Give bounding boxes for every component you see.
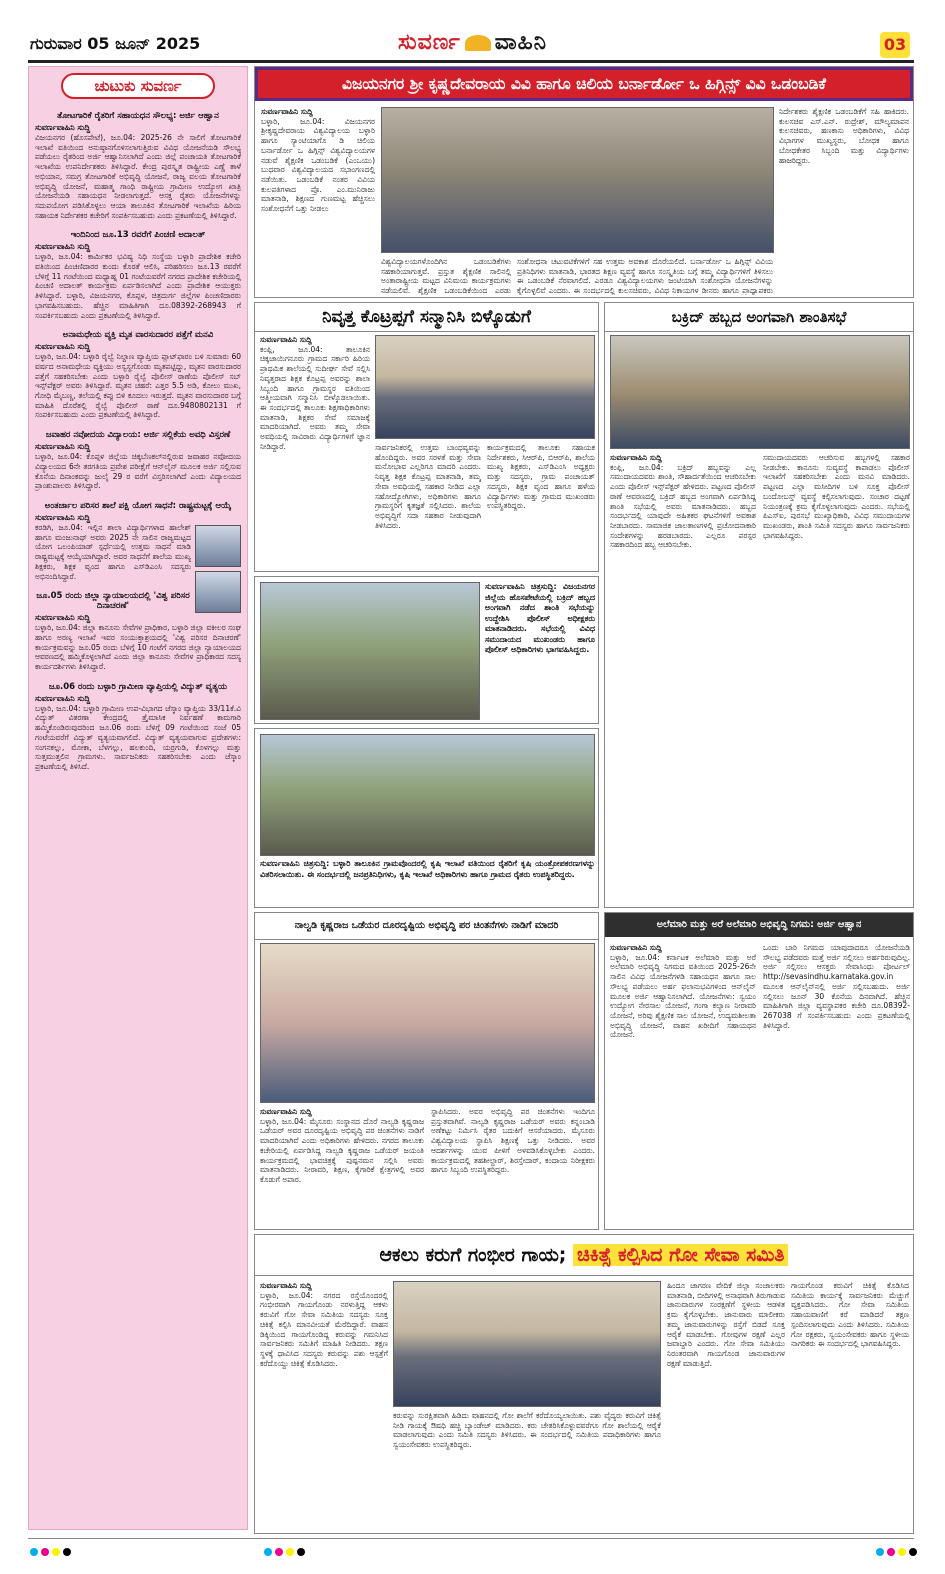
article-nalvadi-col2: ಸ್ಥಾಪಿಸಿದರು. ಅವರ ಅಭಿವೃದ್ಧಿ ಪರ ಚಿಂತನೆಗಳು ಇಂದಿಗೂ ಪ್ರಸ್ತುತವಾಗಿವೆ. ನಾಲ್ವಡಿ ಕೃಷ್ಣರಾಜ ಒಡೆಯರ್ ಅವರು ಕನ್ನಂಬಾಡಿ ಅಣೆಕಟ್ಟು ನಿರ್ಮಿಸಿ ರೈತರ ಬದುಕಿಗೆ ಆಸರೆಯಾದರು. ಮೈಸೂರು ವಿಶ್ವವಿದ್ಯಾಲಯ ಸ್ಥಾಪಿಸಿ ಶಿಕ್ಷಣಕ್ಕೆ ಒತ್ತು ನೀಡಿದರು. ಅವರ ಆದರ್ಶಗಳನ್ನು ಯುವ ಪೀಳಿಗೆ ಅಳವಡಿಸಿಕೊಳ್ಳಬೇಕು ಎಂದರು. ಕಾರ್ಯಕ್ರಮದಲ್ಲಿ ತಹಶೀಲ್ದಾರ್, ಶಿರಸ್ತೇದಾರ್, ಕಂದಾಯ ನಿರೀಕ್ಷಕರು ಹಾಗೂ ಸಿಬ್ಬಂದಿ ಉಪಸ್ಥಿತರಿದ್ದರು. [431, 1107, 595, 1175]
brief-body: ಕರಡಿಗಿ, ಜೂ.04: ಇಲ್ಲಿನ ಶಾಲಾ ವಿದ್ಯಾರ್ಥಿಗಳಾದ ಹಾಲೇಶ್ ಹಾಗೂ ಮಂಜುನಾಥ್ ಅವರು 2025 ನೇ ಸಾಲಿನ ರಾಜ್ಯಮಟ್ಟದ ಯೋಗ ಒಲಂಪಿಯಾಡ್ ಸ್ಪರ್ಧೆಯಲ್ಲಿ ಉತ್ತಮ ಸಾಧನೆ ಮಾಡಿ ರಾಷ್ಟ್ರಮಟ್ಟಕ್ಕೆ ಆಯ್ಕೆಯಾಗಿದ್ದಾರೆ. ಅವರ ಸಾಧನೆಗೆ ಶಾಲೆಯ ಮುಖ್ಯ ಶಿಕ್ಷಕರು, ಶಿಕ್ಷಕ ವೃಂದ ಹಾಗೂ ಎಸ್‌ಡಿಎಂಸಿ ಸದಸ್ಯರು ಅಭಿನಂದಿಸಿದ್ದಾರೆ. [35, 522, 191, 581]
article-mou [254, 66, 914, 298]
brief-item [29, 103, 247, 222]
brief-item [29, 674, 247, 774]
brief-body: ಬಳ್ಳಾರಿ, ಜೂ.04: ಕೊಪ್ಪಳ ಜಿಲ್ಲೆಯ ಚಿಕ್ಕಬೆಣಕಲ್‌ನಲ್ಲಿರುವ ಜವಾಹರ ನವೋದಯ ವಿದ್ಯಾಲಯದ 6ನೇ ತರಗತಿಯ ಪ್ರವೇಶ ಪರೀಕ್ಷೆಗೆ ಆನ್‌ಲೈನ್ ಮೂಲಕ ಅರ್ಜಿ ಸಲ್ಲಿಸುವ ಕೊನೆಯ ದಿನಾಂಕವನ್ನು ಜುಲೈ 29 ರ ವರೆಗೆ ವಿಸ್ತರಿಸಲಾಗಿದೆ ಎಂದು ವಿದ್ಯಾಲಯದ ಪ್ರಾಂಶುಪಾಲರು ತಿಳಿಸಿದ್ದಾರೆ. [35, 452, 241, 491]
article-alemari-col2: ಒಂದು ಬಾರಿ ನಿಗಮದ ಯಾವುದಾದರೂ ಯೋಜನೆಯಡಿ ಸೌಲಭ್ಯ ಪಡೆದವರು ಮತ್ತೆ ಅರ್ಜಿ ಸಲ್ಲಿಸಲು ಅರ್ಹರಿರುವುದಿಲ್ಲ. ಅರ್ಜಿ ಸಲ್ಲಿಸಲು ಆಸಕ್ತರು ಸೇವಾಸಿಂಧು ಪೋರ್ಟಲ್ http://sevasindhu.karnataka.gov.in ಮೂಲಕ ಆನ್‌ಲೈನ್‌ನಲ್ಲಿ ಅರ್ಜಿ ಸಲ್ಲಿಸಬಹುದು. ಅರ್ಜಿ ಸಲ್ಲಿಸಲು ಜೂನ್ 30 ಕೊನೆಯ ದಿನವಾಗಿದೆ. ಹೆಚ್ಚಿನ ಮಾಹಿತಿಗಾಗಿ ಜಿಲ್ಲಾ ವ್ಯವಸ್ಥಾಪಕರ ಕಚೇರಿ ದೂ.08392-267038 ಗೆ ಸಂಪರ್ಕಿಸಬಹುದು ಎಂದು ಪ್ರಕಟಣೆಯಲ್ಲಿ ತಿಳಿಸಿದ್ದಾರೆ. [763, 943, 910, 1030]
headline-retired: ನಿವೃತ್ತ ಕೊಟ್ರಪ್ಪಗೆ ಸನ್ಮಾನಿಸಿ ಬಿಳ್ಕೊಡುಗೆ [255, 303, 598, 332]
article-text: ಬಳ್ಳಾರಿ, ಜೂ.04: ಕರ್ನಾಟಕ ಅಲೆಮಾರಿ ಮತ್ತು ಅರೆ ಅಲೆಮಾರಿ ಅಭಿವೃದ್ಧಿ ನಿಗಮದ ವತಿಯಿಂದ 2025-26ನೇ ಸಾಲಿನ ವಿವಿಧ ಯೋಜನೆಗಳಡಿ ಸಹಾಯಧನ ಹಾಗೂ ಸಾಲ ಸೌಲಭ್ಯ ಪಡೆಯಲು ಅರ್ಹ ಫಲಾನುಭವಿಗಳಿಂದ ಆನ್‌ಲೈನ್ ಮೂಲಕ ಅರ್ಜಿ ಆಹ್ವಾನಿಸಲಾಗಿದೆ. ಯೋಜನೆಗಳು: ಸ್ವಯಂ ಉದ್ಯೋಗ ನೇರಸಾಲ ಯೋಜನೆ, ಗಂಗಾ ಕಲ್ಯಾಣ ನೀರಾವರಿ ಯೋಜನೆ, ಅರಿವು ಶೈಕ್ಷಣಿಕ ಸಾಲ ಯೋಜನೆ, ಉದ್ಯಮಶೀಲತಾ ಅಭಿವೃದ್ಧಿ ಯೋಜನೆ, ವಾಹನ ಖರೀದಿಗೆ ಸಹಾಯಧನ ಯೋಜನೆ. [610, 952, 756, 1040]
article-byline: ಸುವರ್ಣವಾಹಿನಿ ಸುದ್ದಿ [260, 335, 312, 344]
article-mou-col4: ನಿರ್ದೇಶಕರು ಶೈಕ್ಷಣಿಕ ಒಡಂಬಡಿಕೆಗೆ ಸಹಿ ಹಾಕಿದರು. ಕುಲಸಚಿವ ಎಸ್.ಎನ್. ರುದ್ರೇಶ್, ಮೌಲ್ಯಮಾಪನ ಕುಲಸಚಿವರು, ಹಣಕಾಸು ಅಧಿಕಾರಿಗಳು, ವಿವಿಧ ವಿಭಾಗಗಳ ಮುಖ್ಯಸ್ಥರು, ಬೋಧಕ ಹಾಗೂ ಬೋಧಕೇತರ ಸಿಬ್ಬಂದಿ ಮತ್ತು ವಿದ್ಯಾರ್ಥಿಗಳು ಹಾಜರಿದ್ದರು. [779, 107, 909, 165]
magenta-dot-icon [41, 1548, 49, 1556]
article-alemari-col1 [610, 943, 756, 1227]
magenta-dot-icon [887, 1548, 895, 1556]
article-cow-col3: ಹಿಂದೂ ಜಾಗರಣ ವೇದಿಕೆ ಜಿಲ್ಲಾ ಸಂಚಾಲಕರು ಮಾತನಾಡಿ, ಬೀದಿಗಳಲ್ಲಿ ಅನಾಥವಾಗಿ ತಿರುಗಾಡುವ ಜಾನುವಾರುಗಳ ಸಂರಕ್ಷಣೆಗೆ ಸ್ಥಳೀಯ ಆಡಳಿತ ಕ್ರಮ ಕೈಗೊಳ್ಳಬೇಕು. ಜಾನುವಾರು ಮಾಲೀಕರು ತಮ್ಮ ಜಾನುವಾರುಗಳನ್ನು ರಸ್ತೆಗೆ ಬಿಡದೆ ಸೂಕ್ತ ಆರೈಕೆ ಮಾಡಬೇಕು. ಗೋವುಗಳ ರಕ್ಷಣೆ ಎಲ್ಲರ ಜವಾಬ್ದಾರಿ ಎಂದರು. ಗೋ ಸೇವಾ ಸಮಿತಿಯು ನಿರಂತರವಾಗಿ ಗಾಯಗೊಂಡ ಜಾನುವಾರುಗಳ ರಕ್ಷಣೆ ಮಾಡುತ್ತಿದೆ. [667, 1281, 785, 1368]
logo-emblem-icon [465, 35, 491, 51]
article-bakrid [604, 302, 914, 908]
brief-title: ತೋಟಗಾರಿಕೆ ರೈತರಿಗೆ ಸಹಾಯಧನ ಸೌಲಭ್ಯ: ಅರ್ಜಿ ಆಹ್ವಾನ [57, 111, 219, 121]
yellow-dot-icon [286, 1548, 294, 1556]
headline-nalvadi: ನಾಲ್ವಡಿ ಕೃಷ್ಣರಾಜ ಒಡೆಯರ ದೂರದೃಷ್ಟಿಯ ಅಭಿವೃದ್ಧಿ ಪರ ಚಿಂತನೆಗಳು ನಾಡಿಗೆ ಮಾದರಿ [255, 913, 598, 940]
logo-text-vahini: ವಾಹಿನಿ [494, 30, 548, 55]
brief-body: ಬಳ್ಳಾರಿ, ಜೂ.04: ಕಾರ್ಮಿಕರ ಭವಿಷ್ಯ ನಿಧಿ ಸಂಸ್ಥೆಯ ಬಳ್ಳಾರಿ ಪ್ರಾದೇಶಿಕ ಕಚೇರಿ ವತಿಯಿಂದ ಪಿಂಚಣಿದಾರರ ಕುಂದು ಕೊರತೆ ಆಲಿಸಿ, ಪರಿಹರಿಸಲು ಜೂ.13 ರವರೆಗೆ ಬೆಳಿಗ್ಗೆ 11 ಗಂಟೆಯಿಂದ ಮಧ್ಯಾಹ್ನ 01 ಗಂಟೆಯವರೆಗೆ ನಗರದ ಪ್ರಾದೇಶಿಕ ಕಚೇರಿಯಲ್ಲಿ ಪಿಂಚಣಿ ಅದಾಲತ್ ಕಾರ್ಯಕ್ರಮ ಏರ್ಪಡಿಸಲಾಗಿದೆ ಎಂದು ಪ್ರಾದೇಶಿಕ ಆಯುಕ್ತರು ತಿಳಿಸಿದ್ದಾರೆ. ಬಳ್ಳಾರಿ, ವಿಜಯನಗರ, ಕೊಪ್ಪಳ, ಚಿತ್ರದುರ್ಗ ಜಿಲ್ಲೆಗಳ ಪಿಂಚಣಿದಾರರು ಭಾಗವಹಿಸಬಹುದು. ಹೆಚ್ಚಿನ ಮಾಹಿತಿಗಾಗಿ ದೂ.08392-268943 ಗೆ ಸಂಪರ್ಕಿಸಬಹುದು ಎಂದು ಪ್ರಕಟಣೆಯಲ್ಲಿ ತಿಳಿಸಿದ್ದಾರೆ. [35, 252, 241, 320]
article-byline: ಸುವರ್ಣವಾಹಿನಿ ಸುದ್ದಿ [261, 107, 313, 116]
black-dot-icon [63, 1548, 71, 1556]
brief-title: ಅಂತರ್ಜಾಲ ಪರಿಸರ ಶಾಲೆ ಪಕ್ಷಿ ಯೋಗ ಸಾಧನೆ: ರಾಷ್ಟ್ರಮಟ್ಟಕ್ಕೆ ಆಯ್ಕೆ [44, 500, 232, 511]
photo-peace-meeting [610, 335, 910, 449]
footer-divider [28, 1538, 914, 1539]
brief-byline: ಸುವರ್ಣವಾಹಿನಿ ಸುದ್ದಿ [35, 693, 91, 703]
article-text: ಕಂಪ್ಲಿ, ಜೂ.04: ಬಕ್ರಿದ್ ಹಬ್ಬವನ್ನು ಎಲ್ಲ ಸಮುದಾಯದವರು ಶಾಂತಿ, ಸೌಹಾರ್ದತೆಯಿಂದ ಆಚರಿಸಬೇಕು ಎಂದು ಪೊಲೀಸ್ ಇನ್ಸ್‌ಪೆಕ್ಟರ್ ಹೇಳಿದರು. ಪಟ್ಟಣದ ಪೊಲೀಸ್ ಠಾಣೆ ಆವರಣದಲ್ಲಿ ಬಕ್ರಿದ್ ಹಬ್ಬದ ಅಂಗವಾಗಿ ಏರ್ಪಡಿಸಿದ್ದ ಶಾಂತಿ ಸಭೆಯಲ್ಲಿ ಅವರು ಮಾತನಾಡಿದರು. ಹಬ್ಬದ ಸಂದರ್ಭದಲ್ಲಿ ಯಾವುದೇ ಅಹಿತಕರ ಘಟನೆಗಳಿಗೆ ಅವಕಾಶ ನೀಡಬಾರದು. ಸಾಮಾಜಿಕ ಜಾಲತಾಣಗಳಲ್ಲಿ ಪ್ರಚೋದನಾಕಾರಿ ಸಂದೇಶಗಳನ್ನು ಹರಡಬಾರದು. ಎಲ್ಲರೂ ಪರಸ್ಪರ ಸಹಕಾರದಿಂದ ಹಬ್ಬ ಆಚರಿಸಬೇಕು. [610, 462, 756, 550]
cyan-dot-icon [876, 1548, 884, 1556]
article-bakrid-col2: ಸಮುದಾಯದವರು ಆಚರಿಸುವ ಹಬ್ಬಗಳಲ್ಲಿ ಸಹಕಾರ ನೀಡಬೇಕು. ಕಾನೂನು ಸುವ್ಯವಸ್ಥೆ ಕಾಪಾಡಲು ಪೊಲೀಸ್ ಇಲಾಖೆಗೆ ಸಹಕರಿಸಬೇಕು ಎಂದು ಮನವಿ ಮಾಡಿದರು. ಪಟ್ಟಣದ ಎಲ್ಲಾ ಮಸೀದಿಗಳ ಬಳಿ ಸೂಕ್ತ ಪೊಲೀಸ್ ಬಂದೋಬಸ್ತ್ ವ್ಯವಸ್ಥೆ ಕಲ್ಪಿಸಲಾಗುವುದು. ಸಂಚಾರ ದಟ್ಟಣೆ ನಿಯಂತ್ರಣಕ್ಕೆ ಕ್ರಮ ಕೈಗೊಳ್ಳಲಾಗುವುದು ಎಂದರು. ಸಭೆಯಲ್ಲಿ ಪಿಎಸ್‌ಐ, ಪುರಸಭೆ ಮುಖ್ಯಾಧಿಕಾರಿ, ವಿವಿಧ ಸಮುದಾಯಗಳ ಮುಖಂಡರು, ಶಾಂತಿ ಸಮಿತಿ ಸದಸ್ಯರು ಹಾಗೂ ಸಾರ್ವಜನಿಕರು ಭಾಗವಹಿಸಿದ್ದರು. [763, 453, 910, 540]
black-dot-icon [909, 1548, 917, 1556]
article-nalvadi [254, 912, 599, 1230]
brief-body: ಬಳ್ಳಾರಿ, ಜೂ.04: ಬಳ್ಳಾರಿ ರೈಲ್ವೆ ನಿಲ್ದಾಣ ವ್ಯಾಪ್ತಿಯ ಪ್ಲಾಟ್‌ಫಾರಂ ಬಳಿ ಸುಮಾರು 60 ವರ್ಷದ ಅನಾಮಧೇಯ ವ್ಯಕ್ತಿಯು ಅಸ್ವಸ್ಥಗೊಂಡು ಮೃತಪಟ್ಟಿದ್ದು, ಮೃತನ ವಾರಸುದಾರರ ಪತ್ತೆಗೆ ಸಹಕರಿಸಬೇಕು ಎಂದು ಬಳ್ಳಾರಿ ರೈಲ್ವೆ ಪೊಲೀಸ್ ಠಾಣೆಯ ಪೊಲೀಸ್ ಸಬ್ ಇನ್ಸ್‌ಪೆಕ್ಟರ್ ಅವರು ತಿಳಿಸಿದ್ದಾರೆ. ಮೃತನ ಚಹರೆ: ಎತ್ತರ 5.5 ಅಡಿ, ಕೋಲು ಮುಖ, ಗೋಧಿ ಮೈಬಣ್ಣ, ತಲೆಯಲ್ಲಿ ಕಪ್ಪು ಬಿಳಿ ಕೂದಲು ಇರುತ್ತದೆ. ಮೃತನ ವಾರಸುದಾರರ ಬಗ್ಗೆ ಮಾಹಿತಿ ದೊರೆತಲ್ಲಿ ರೈಲ್ವೆ ಪೊಲೀಸ್ ಠಾಣೆ ದೂ.9480802131 ಗೆ ಸಂಪರ್ಕಿಸಬಹುದು ಎಂದು ಪ್ರಕಟಣೆಯಲ್ಲಿ ತಿಳಿಸಿದ್ದಾರೆ. [35, 352, 241, 420]
headline-cow [255, 1235, 913, 1276]
article-byline: ಸುವರ್ಣವಾಹಿನಿ ಸುದ್ದಿ [610, 453, 662, 462]
brief-title: ಅನಾಮಧೇಯ ವ್ಯಕ್ತಿ ಮೃತ ವಾರಸುದಾರರ ಪತ್ತೆಗೆ ಮನವಿ [62, 330, 214, 341]
masthead-divider [28, 60, 914, 63]
article-nalvadi-col1 [260, 1107, 424, 1227]
photo-tractor-distribution [260, 734, 595, 856]
headline-cow-part1: ಆಕಲು ಕರುಗೆ ಗಂಭೀರ ಗಾಯ; [379, 1244, 567, 1266]
cyan-dot-icon [30, 1548, 38, 1556]
newspaper-logo [398, 30, 547, 55]
photo-felicitation [375, 335, 595, 439]
photo-jayanti-program [260, 943, 595, 1103]
article-byline: ಸುವರ್ಣವಾಹಿನಿ ಸುದ್ದಿ [260, 1281, 312, 1290]
brief-body: ಬಳ್ಳಾರಿ, ಜೂ.04: ಜಿಲ್ಲಾ ಕಾನೂನು ಸೇವೆಗಳ ಪ್ರಾಧಿಕಾರ, ಬಳ್ಳಾರಿ ಜಿಲ್ಲಾ ವಕೀಲರ ಸಂಘ ಹಾಗೂ ಅರಣ್ಯ ಇಲಾಖೆ ಇವರ ಸಂಯುಕ್ತಾಶ್ರಯದಲ್ಲಿ 'ವಿಶ್ವ ಪರಿಸರ ದಿನಾಚರಣೆ' ಕಾರ್ಯಕ್ರಮವನ್ನು ಜೂ.05 ರಂದು ಬೆಳಿಗ್ಗೆ 10 ಗಂಟೆಗೆ ನಗರದ ಜಿಲ್ಲಾ ನ್ಯಾಯಾಲಯದ ಆವರಣದಲ್ಲಿ ಹಮ್ಮಿಕೊಳ್ಳಲಾಗಿದೆ ಎಂದು ಜಿಲ್ಲಾ ಕಾನೂನು ಸೇವೆಗಳ ಪ್ರಾಧಿಕಾರದ ಸದಸ್ಯ ಕಾರ್ಯದರ್ಶಿಗಳು ತಿಳಿಸಿದ್ದಾರೆ. [35, 623, 241, 672]
brief-item [29, 422, 247, 493]
brief-body: ಬಳ್ಳಾರಿ, ಜೂ.04: ಬಳ್ಳಾರಿ ಗ್ರಾಮೀಣ ಉಪ-ವಿಭಾಗದ ಜೆಸ್ಕಾಂ ವ್ಯಾಪ್ತಿಯ 33/11ಕೆ.ವಿ ವಿದ್ಯುತ್ ವಿತರಣಾ ಕೇಂದ್ರದಲ್ಲಿ ತ್ರೈಮಾಸಿಕ ನಿರ್ವಹಣೆ ಕಾಮಗಾರಿ ಹಮ್ಮಿಕೊಂಡಿರುವುದರಿಂದ ಜೂ.06 ರಂದು ಬೆಳಿಗ್ಗೆ 09 ಗಂಟೆಯಿಂದ ಸಂಜೆ 05 ಗಂಟೆಯವರೆಗೆ ವಿದ್ಯುತ್ ವ್ಯತ್ಯಯವಾಗಲಿದೆ. ವಿದ್ಯುತ್ ವ್ಯತ್ಯಯವಾಗುವ ಪ್ರದೇಶಗಳು: ಸಂಗನಕಲ್ಲು, ಮೋಕಾ, ಬೆಳಗಲ್ಲು, ಹಲಕುಂದಿ, ಯರ್ರಗುಡಿ, ಕೊಳಗಲ್ಲು ಮತ್ತು ಸುತ್ತಮುತ್ತಲಿನ ಗ್ರಾಮಗಳು. ಸಾರ್ವಜನಿಕರು ಸಹಕರಿಸಬೇಕು ಎಂದು ಜೆಸ್ಕಾಂ ಪ್ರಕಟಣೆಯಲ್ಲಿ ತಿಳಿಸಿದೆ. [35, 703, 241, 771]
article-retired-col2: ಸಾರ್ವಜನಿಕರಲ್ಲಿ ಉತ್ತಮ ಬಾಂಧವ್ಯವನ್ನು ಹೊಂದಿದ್ದರು. ಅವರ ಸರಳತೆ ಮತ್ತು ಸೇವಾ ಮನೋಭಾವ ಎಲ್ಲರಿಗೂ ಮಾದರಿ ಎಂದರು. ನಿವೃತ್ತ ಶಿಕ್ಷಕ ಕೊಟ್ರಪ್ಪ ಮಾತನಾಡಿ, ತಮ್ಮ ಸೇವಾ ಅವಧಿಯಲ್ಲಿ ಸಹಕಾರ ನೀಡಿದ ಎಲ್ಲಾ ಸಹೋದ್ಯೋಗಿಗಳು, ಅಧಿಕಾರಿಗಳು ಹಾಗೂ ಗ್ರಾಮಸ್ಥರಿಗೆ ಕೃತಜ್ಞತೆ ಸಲ್ಲಿಸಿದರು. ಶಾಲೆಯ ಅಭಿವೃದ್ಧಿಗೆ ಸದಾ ಸಹಕಾರ ನೀಡುವುದಾಗಿ ತಿಳಿಸಿದರು. [375, 443, 481, 530]
headline-bakrid: ಬಕ್ರಿದ್ ಹಬ್ಬದ ಅಂಗವಾಗಿ ಶಾಂತಿಸಭೆ [605, 303, 913, 332]
student-photo [195, 525, 241, 567]
yellow-dot-icon [52, 1548, 60, 1556]
photo-news-police [254, 576, 599, 724]
logo-text-suvarna: ಸುವರ್ಣ [398, 30, 461, 55]
brief-byline: ಸುವರ್ಣವಾಹಿನಿ ಸುದ್ದಿ [35, 613, 91, 623]
magenta-dot-icon [275, 1548, 283, 1556]
article-mou-col1 [261, 107, 375, 295]
article-cow-col2: ಕರುವನ್ನು ಸುರಕ್ಷಿತವಾಗಿ ಹಿಡಿದು ವಾಹನದಲ್ಲಿ ಗೋ ಶಾಲೆಗೆ ಕರೆದೊಯ್ಯಲಾಯಿತು. ಪಶು ವೈದ್ಯರು ಕರುವಿಗೆ ಚಿಕಿತ್ಸೆ ನೀಡಿ ಗಾಯಕ್ಕೆ ಔಷಧಿ ಹಚ್ಚಿ ಬ್ಯಾಂಡೇಜ್ ಮಾಡಿದರು. ಕರು ಚೇತರಿಸಿಕೊಳ್ಳುವವರೆಗೂ ಗೋ ಶಾಲೆಯಲ್ಲಿ ಆರೈಕೆ ಮಾಡಲಾಗುವುದು ಎಂದು ಸಮಿತಿ ಸದಸ್ಯರು ತಿಳಿಸಿದರು. ಈ ಸಂದರ್ಭದಲ್ಲಿ ಸಮಿತಿಯ ಪದಾಧಿಕಾರಿಗಳು ಹಾಗೂ ಸ್ವಯಂಸೇವಕರು ಉಪಸ್ಥಿತರಿದ್ದರು. [393, 1411, 661, 1450]
student-photo [195, 571, 241, 613]
article-mou-col2: ವಿಶ್ವವಿದ್ಯಾಲಯಗಳೊಂದಿಗಿನ ಒಡಂಬಡಿಕೆಗಳು ಸಹಕಾರಿಯಾಗುತ್ತವೆ. ಪ್ರಸ್ತುತ ಶೈಕ್ಷಣಿಕ ಸಾಲಿನಲ್ಲಿ ಅಂತಾರಾಷ್ಟ್ರೀಯ ಮಟ್ಟದ ವಿನಿಮಯ ಕಾರ್ಯಕ್ರಮಗಳು ನಡೆಯಲಿವೆ. ಶೈಕ್ಷಣಿಕ ಒಡಂಬಡಿಕೆಯಿಂದ ಎರಡು [381, 257, 511, 295]
brief-title: ಜೂ.05 ರಂದು ಜಿಲ್ಲಾ ನ್ಯಾಯಾಲಯದಲ್ಲಿ 'ವಿಶ್ವ ಪರಿಸರ ದಿನಾಚರಣೆ' [36, 591, 190, 612]
article-cow [254, 1234, 914, 1534]
sidebar-header: ಚುಟುಕು ಸುವರ್ಣ [61, 73, 215, 99]
article-cow-col1 [260, 1281, 388, 1531]
page-number: 03 [880, 32, 910, 58]
article-cow-col4: ಗಾಯಗೊಂಡ ಕರುವಿಗೆ ಚಿಕಿತ್ಸೆ ಕೊಡಿಸಿದ ಸಮಿತಿಯ ಕಾರ್ಯಕ್ಕೆ ಸಾರ್ವಜನಿಕರು ಮೆಚ್ಚುಗೆ ವ್ಯಕ್ತಪಡಿಸಿದರು. ಗೋ ಸೇವಾ ಸಮಿತಿಯ ಸಹಾಯವಾಣಿಗೆ ಕರೆ ಮಾಡಿದರೆ ತಕ್ಷಣ ಸ್ಪಂದಿಸಲಾಗುವುದು ಎಂದು ತಿಳಿಸಿದರು. ಸಮಿತಿಯ ಗೋ ರಕ್ಷಕರು, ಸ್ವಯಂಸೇವಕರು ಹಾಗೂ ಸ್ಥಳೀಯ ನಾಗರಿಕರು ಈ ಸಂದರ್ಭದಲ್ಲಿ ಭಾಗವಹಿಸಿದ್ದರು. [791, 1281, 909, 1349]
article-mou-col3-visible [517, 257, 773, 295]
brief-byline: ಸುವರ್ಣವಾಹಿನಿ ಸುದ್ದಿ [35, 242, 91, 252]
masthead [0, 0, 945, 62]
yellow-dot-icon [898, 1548, 906, 1556]
article-bakrid-col1 [610, 453, 756, 905]
article-retired-col1 [260, 335, 370, 569]
brief-title: ಜವಾಹರ ನವೋದಯ ವಿದ್ಯಾಲಯ: ಅರ್ಜಿ ಸಲ್ಲಿಕೆಯ ಅವಧಿ ವಿಸ್ತರಣೆ [45, 430, 231, 441]
photo-caption-tractor: ಸುವರ್ಣವಾಹಿನಿ ಚಿತ್ರಸುದ್ದಿ: ಬಳ್ಳಾರಿ ತಾಲೂಕಿನ ಗ್ರಾಮವೊಂದರಲ್ಲಿ ಕೃಷಿ ಇಲಾಖೆ ವತಿಯಿಂದ ರೈತರಿಗೆ ಕೃಷಿ ಯಂತ್ರೋಪಕರಣಗಳನ್ನು ವಿತರಿಸಲಾಯಿತು. ಈ ಸಂದರ್ಭದಲ್ಲಿ ಜನಪ್ರತಿನಿಧಿಗಳು, ಕೃಷಿ ಇಲಾಖೆ ಅಧಿಕಾರಿಗಳು ಹಾಗೂ ಗ್ರಾಮದ ರೈತರು ಉಪಸ್ಥಿತರಿದ್ದರು. [260, 859, 595, 879]
registration-marks-left [30, 1548, 71, 1556]
brief-byline: ಸುವರ್ಣವಾಹಿನಿ ಸುದ್ದಿ [35, 442, 91, 452]
brief-body: ವಿಜಯನಗರ (ಹೊಸಪೇಟೆ), ಜೂ.04: 2025-26 ನೇ ಸಾಲಿಗೆ ತೋಟಗಾರಿಕೆ ಇಲಾಖೆ ವತಿಯಿಂದ ಅನುಷ್ಠಾನಗೊಳಿಸಲಾಗುತ್ತಿರುವ ವಿವಿಧ ಯೋಜನೆಯಡಿ ಸೌಲಭ್ಯ ಪಡೆಯಲು ರೈತರಿಂದ ಅರ್ಜಿ ಆಹ್ವಾನಿಸಲಾಗಿದೆ ಎಂದು ಜಿಲ್ಲೆ ಪಂಚಾಯತಿ ತೋಟಗಾರಿಕೆ ಇಲಾಖೆಯ ಉಪನಿರ್ದೇಶಕರು ತಿಳಿಸಿದ್ದಾರೆ. ಕೇಂದ್ರ ಪುರಸ್ಕೃತ ರಾಷ್ಟ್ರೀಯ ಎಣ್ಣೆ ತಾಳೆ ಅಭಿಯಾನ, ಸಮಗ್ರ ತೋಟಗಾರಿಕೆ ಅಭಿವೃದ್ಧಿ ಯೋಜನೆ, ರಾಜ್ಯ ವಲಯ ತೋಟಗಾರಿಕೆ ಅಭಿವೃದ್ಧಿ ಯೋಜನೆ, ಮಹಾತ್ಮ ಗಾಂಧಿ ರಾಷ್ಟ್ರೀಯ ಗ್ರಾಮೀಣ ಉದ್ಯೋಗ ಖಾತ್ರಿ ಯೋಜನೆಯಡಿ ಸಹಾಯಧನ ನೀಡಲಾಗುತ್ತದೆ. ಆಸಕ್ತ ರೈತರು ಯೋಜನೆಗಳನ್ನು ಸದುಪಯೋಗ ಪಡಿಸಿಕೊಳ್ಳಲು ಆಯಾ ತಾಲೂಕಿನ ತೋಟಗಾರಿಕೆ ಇಲಾಖೆಯ ಹಿರಿಯ ಸಹಾಯಕ ನಿರ್ದೇಶಕರ ಕಚೇರಿಗೆ ಸಂಪರ್ಕಿಸಬಹುದು ಎಂದು ಪ್ರಕಟಣೆಯಲ್ಲಿ ತಿಳಿಸಿದ್ದಾರೆ. [35, 133, 241, 220]
brief-byline: ಸುವರ್ಣವಾಹಿನಿ ಸುದ್ದಿ [35, 342, 91, 352]
article-text: ಸಂಶೋಧನಾ ಚಟುವಟಿಕೆಗಳಿಗೆ ಸಹ ಉತ್ತಮ ಅವಕಾಶ ದೊರೆಯಲಿದೆ. ಬರ್ನಾರ್ಡೋ ಒ ಹಿಗ್ಗಿನ್ಸ್ ವಿವಿಯ ಪ್ರತಿನಿಧಿಗಳು ಮಾತನಾಡಿ, ಭಾರತದ ಶಿಕ್ಷಣ ವ್ಯವಸ್ಥೆ ಹಾಗೂ ಸಂಸ್ಕೃತಿಯ ಬಗ್ಗೆ ತಮ್ಮ ವಿದ್ಯಾರ್ಥಿಗಳಿಗೆ ತಿಳಿಸಲು ಈ ಒಡಂಬಡಿಕೆ ನೆರವಾಗಲಿದೆ. ಎರಡೂ ವಿಶ್ವವಿದ್ಯಾಲಯಗಳು ಜಂಟಿಯಾಗಿ ಸಂಶೋಧನಾ ಯೋಜನೆಗಳನ್ನು ಕೈಗೊಳ್ಳಲಿವೆ ಎಂದರು. ಈ ಸಂದರ್ಭದಲ್ಲಿ ಕುಲಸಚಿವರು, ವಿವಿಧ ನಿಕಾಯಗಳ ಡೀನರು ಹಾಗೂ ಪ್ರಾಧ್ಯಾಪಕರು [517, 257, 773, 295]
registration-marks-right [876, 1548, 917, 1556]
brief-title: ಜೂ.06 ರಂದು ಬಳ್ಳಾರಿ ಗ್ರಾಮೀಣ ವ್ಯಾಪ್ತಿಯಲ್ಲಿ ವಿದ್ಯುತ್ ವ್ಯತ್ಯಯ [48, 681, 228, 692]
student-photos [195, 525, 241, 613]
sidebar-briefs [28, 66, 248, 1530]
headline-cow-part2: ಚಿಕಿತ್ಸೆ ಕಲ್ಪಿಸಿದ ಗೋ ಸೇವಾ ಸಮಿತಿ [573, 1244, 788, 1266]
article-byline: ಸುವರ್ಣವಾಹಿನಿ ಸುದ್ದಿ [610, 943, 662, 952]
photo-news-tractor [254, 728, 599, 908]
brief-title: ಇಂದಿನಿಂದ ಜೂ.13 ರವರೆಗೆ ಪಿಂಚಣಿ ಅದಾಲತ್ [70, 230, 206, 241]
brief-byline: ಸುವರ್ಣವಾಹಿನಿ ಸುದ್ದಿ [35, 512, 91, 522]
article-retired-col3: ಕಾರ್ಯಕ್ರಮದಲ್ಲಿ ತಾಲೂಕು ಸಹಾಯಕ ನಿರ್ದೇಶಕರು, ಸಿಆರ್‌ಪಿ, ಬಿಆರ್‌ಪಿ, ಶಾಲೆಯ ಮುಖ್ಯ ಶಿಕ್ಷಕರು, ಎಸ್‌ಡಿಎಂಸಿ ಅಧ್ಯಕ್ಷರು ಮತ್ತು ಸದಸ್ಯರು, ಗ್ರಾಮ ಪಂಚಾಯತ್ ಸದಸ್ಯರು, ಶಿಕ್ಷಕ ವೃಂದ ಹಾಗೂ ಹಳೆಯ ವಿದ್ಯಾರ್ಥಿಗಳು ಮತ್ತು ಗ್ರಾಮದ ಮುಖಂಡರು ಉಪಸ್ಥಿತರಿದ್ದರು. [487, 443, 595, 511]
article-retired [254, 302, 599, 572]
headline-mou: ವಿಜಯನಗರ ಶ್ರೀ ಕೃಷ್ಣದೇವರಾಯ ವಿವಿ ಹಾಗೂ ಚಿಲಿಯ ಬರ್ನಾರ್ಡೋ ಒ ಹಿಗ್ಗಿನ್ಸ್ ವಿವಿ ಒಡಂಬಡಿಕೆ [255, 67, 913, 101]
headline-alemari: ಅಲೆಮಾರಿ ಮತ್ತು ಅರೆ ಅಲೆಮಾರಿ ಅಭಿವೃದ್ಧಿ ನಿಗಮ: ಅರ್ಜಿ ಆಹ್ವಾನ [605, 913, 913, 937]
registration-marks-center [264, 1548, 305, 1556]
issue-date: ಗುರುವಾರ 05 ಜೂನ್ 2025 [30, 34, 201, 53]
article-text: ಬಳ್ಳಾರಿ, ಜೂ.04: ಮೈಸೂರು ಸಂಸ್ಥಾನದ ದೊರೆ ನಾಲ್ವಡಿ ಕೃಷ್ಣರಾಜ ಒಡೆಯರ್ ಅವರ ದೂರದೃಷ್ಟಿಯ ಅಭಿವೃದ್ಧಿ ಪರ ಚಿಂತನೆಗಳು ನಾಡಿಗೆ ಮಾದರಿಯಾಗಿವೆ ಎಂದು ಅಧಿಕಾರಿಗಳು ಹೇಳಿದರು. ನಗರದ ತಾಲೂಕು ಕಚೇರಿಯಲ್ಲಿ ಏರ್ಪಡಿಸಿದ್ದ ನಾಲ್ವಡಿ ಕೃಷ್ಣರಾಜ ಒಡೆಯರ್ ಜಯಂತಿ ಕಾರ್ಯಕ್ರಮದಲ್ಲಿ ಭಾವಚಿತ್ರಕ್ಕೆ ಪುಷ್ಪನಮನ ಸಲ್ಲಿಸಿ ಅವರು ಮಾತನಾಡಿದರು. ನೀರಾವರಿ, ಶಿಕ್ಷಣ, ಕೈಗಾರಿಕೆ ಕ್ಷೇತ್ರಗಳಲ್ಲಿ ಅವರ ಕೊಡುಗೆ ಅಪಾರ. [260, 1116, 424, 1184]
brief-byline: ಸುವರ್ಣವಾಹಿನಿ ಸುದ್ದಿ [35, 123, 91, 132]
article-text: ಬಳ್ಳಾರಿ, ಜೂ.04: ನಗರದ ರಸ್ತೆಯೊಂದರಲ್ಲಿ ಗಂಭೀರವಾಗಿ ಗಾಯಗೊಂಡು ನರಳುತ್ತಿದ್ದ ಆಕಳು ಕರುವಿಗೆ ಗೋ ಸೇವಾ ಸಮಿತಿಯ ಸದಸ್ಯರು ಸೂಕ್ತ ಚಿಕಿತ್ಸೆ ಕಲ್ಪಿಸಿ ಮಾನವೀಯತೆ ಮೆರೆದಿದ್ದಾರೆ. ವಾಹನ ಡಿಕ್ಕಿಯಿಂದ ಗಾಯಗೊಂಡಿದ್ದ ಕರುವನ್ನು ಗಮನಿಸಿದ ಸಾರ್ವಜನಿಕರು ಸಮಿತಿಗೆ ಮಾಹಿತಿ ನೀಡಿದರು. ತಕ್ಷಣ ಸ್ಥಳಕ್ಕೆ ಧಾವಿಸಿದ ಸದಸ್ಯರು ಕರುವನ್ನು ಪಶು ಆಸ್ಪತ್ರೆಗೆ ಕರೆದೊಯ್ದು ಚಿಕಿತ್ಸೆ ಕೊಡಿಸಿದರು. [260, 1290, 388, 1368]
brief-item [29, 222, 247, 322]
photo-mou-signing [381, 107, 774, 253]
article-text: ಬಳ್ಳಾರಿ, ಜೂ.04: ವಿಜಯನಗರ ಶ್ರೀಕೃಷ್ಣದೇವರಾಯ ವಿಶ್ವವಿದ್ಯಾಲಯ ಬಳ್ಳಾರಿ ಹಾಗೂ ಸ್ಯಾಂಟಿಯಾಗೊ ಡಿ ಚಿಲಿಯ ಬರ್ನಾರ್ಡೋ ಒ ಹಿಗ್ಗಿನ್ಸ್ ವಿಶ್ವವಿದ್ಯಾಲಯಗಳ ನಡುವೆ ಶೈಕ್ಷಣಿಕ ಒಡಂಬಡಿಕೆ (ಎಂಒಯು) ಬುಧವಾರ ವಿಶ್ವವಿದ್ಯಾಲಯದ ಸಭಾಂಗಣದಲ್ಲಿ ನಡೆಯಿತು. ಒಡಂಬಡಿಕೆ ನಂತರ ವಿವಿಯ ಕುಲಪತಿಗಳಾದ ಪ್ರೊ. ಎಂ.ಮುನಿರಾಜು ಮಾತನಾಡಿ, ಶಿಕ್ಷಣದ ಗುಣಮಟ್ಟ ಹೆಚ್ಚಿಸಲು ಸಂಶೋಧನೆಗೆ ಒತ್ತು ನೀಡಲು [261, 116, 375, 214]
black-dot-icon [297, 1548, 305, 1556]
photo-caption-police: ಸುವರ್ಣವಾಹಿನಿ ಚಿತ್ರಸುದ್ದಿ: ವಿಜಯನಗರ ಜಿಲ್ಲೆಯ ಹೊಸಪೇಟೆಯಲ್ಲಿ ಬಕ್ರಿದ್ ಹಬ್ಬದ ಅಂಗವಾಗಿ ನಡೆದ ಶಾಂತಿ ಸಭೆಯನ್ನು ಉದ್ದೇಶಿಸಿ ಪೊಲೀಸ್ ಅಧೀಕ್ಷಕರು ಮಾತನಾಡಿದರು. ಸಭೆಯಲ್ಲಿ ವಿವಿಧ ಸಮುದಾಯದ ಮುಖಂಡರು ಹಾಗೂ ಪೊಲೀಸ್ ಅಧಿಕಾರಿಗಳು ಭಾಗವಹಿಸಿದ್ದರು. [485, 582, 595, 654]
cyan-dot-icon [264, 1548, 272, 1556]
brief-item [29, 493, 247, 583]
article-byline: ಸುವರ್ಣವಾಹಿನಿ ಸುದ್ದಿ [260, 1107, 312, 1116]
photo-cow-rescue-team [393, 1281, 661, 1407]
article-text: ಕಂಪ್ಲಿ, ಜೂ.04: ತಾಲೂಕಿನ ಚಿಕ್ಕಜಾಯಿಗನೂರು ಗ್ರಾಮದ ಸರ್ಕಾರಿ ಹಿರಿಯ ಪ್ರಾಥಮಿಕ ಶಾಲೆಯಲ್ಲಿ ಸುದೀರ್ಘ ಸೇವೆ ಸಲ್ಲಿಸಿ ನಿವೃತ್ತರಾದ ಶಿಕ್ಷಕ ಕೊಟ್ರಪ್ಪ ಅವರನ್ನು ಶಾಲಾ ಸಿಬ್ಬಂದಿ ಹಾಗೂ ಗ್ರಾಮಸ್ಥರ ವತಿಯಿಂದ ಆತ್ಮೀಯವಾಗಿ ಸನ್ಮಾನಿಸಿ ಬೀಳ್ಕೊಡಲಾಯಿತು. ಈ ಸಂದರ್ಭದಲ್ಲಿ ತಾಲೂಕು ಶಿಕ್ಷಣಾಧಿಕಾರಿಗಳು ಮಾತನಾಡಿ, ಶಿಕ್ಷಕರ ಸೇವೆ ಸಮಾಜಕ್ಕೆ ಮಾದರಿಯಾಗಿದೆ. ಅವರು ತಮ್ಮ ಸೇವಾ ಅವಧಿಯಲ್ಲಿ ಸಾವಿರಾರು ವಿದ್ಯಾರ್ಥಿಗಳಿಗೆ ಜ್ಞಾನ ನೀಡಿದ್ದಾರೆ. [260, 344, 370, 451]
brief-item [29, 322, 247, 422]
article-alemari [604, 912, 914, 1230]
photo-police-meeting [260, 582, 480, 720]
